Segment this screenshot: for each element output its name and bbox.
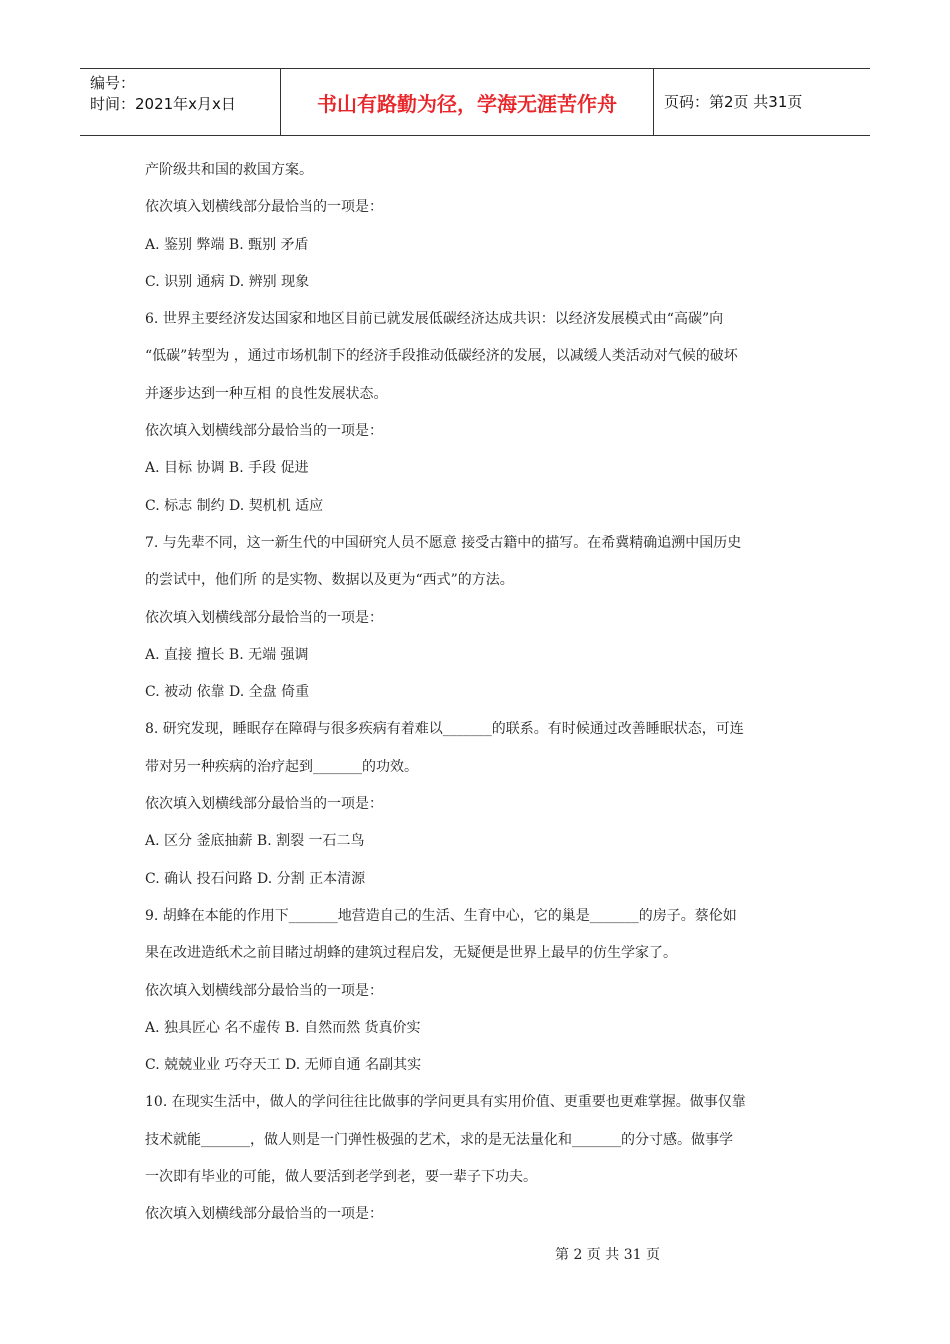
question-9-text: 9. 胡蜂在本能的作用下_______地营造自己的生活、生育中心，它的巢是_______的房子。蔡伦如 <box>145 907 737 924</box>
answer-options: C. 标志 制约 D. 契机机 适应 <box>145 497 324 514</box>
question-7-text: 7. 与先辈不同，这一新生代的中国研究人员不愿意 接受古籍中的描写。在希冀精确追溯中国历史 <box>145 534 742 551</box>
question-10-text: 一次即有毕业的可能，做人要活到老学到老，要一辈子下功夫。 <box>145 1169 537 1186</box>
question-6-text: 并逐步达到一种互相 的良性发展状态。 <box>145 385 388 402</box>
question-instruction: 依次填入划横线部分最恰当的一项是： <box>145 199 383 216</box>
question-8-text: 8. 研究发现，睡眠存在障碍与很多疾病有着难以_______的联系。有时候通过改善睡眠状态，可连 <box>145 721 744 738</box>
question-6-text: “低碳”转型为 ，通过市场机制下的经济手段推动低碳经济的发展，以减缓人类活动对气候的破坏 <box>145 348 738 365</box>
question-8-text: 带对另一种疾病的治疗起到_______的功效。 <box>145 758 418 775</box>
answer-options: A. 鉴别 弊端 B. 甄别 矛盾 <box>145 236 309 253</box>
question-instruction: 依次填入划横线部分最恰当的一项是： <box>145 982 383 999</box>
body-line: 产阶级共和国的救国方案。 <box>145 162 313 178</box>
answer-options: C. 兢兢业业 巧夺天工 D. 无师自通 名副其实 <box>145 1057 422 1074</box>
document-body <box>145 157 810 1239</box>
header-meta-cell <box>80 69 281 135</box>
answer-options: A. 目标 协调 B. 手段 促进 <box>145 460 309 477</box>
question-7-text: 的尝试中，他们所 的是实物、数据以及更为“西式”的方法。 <box>145 572 514 589</box>
question-instruction: 依次填入划横线部分最恰当的一项是： <box>145 609 383 626</box>
header-motto-cell <box>281 69 654 135</box>
header-page-info: 页码：第2页 共31页 <box>664 93 803 111</box>
question-instruction: 依次填入划横线部分最恰当的一项是： <box>145 423 383 440</box>
question-9-text: 果在改进造纸术之前目睹过胡蜂的建筑过程启发，无疑便是世界上最早的仿生学家了。 <box>145 945 677 962</box>
question-instruction: 依次填入划横线部分最恰当的一项是： <box>145 1206 383 1223</box>
page-footer: 第 2 页 共 31 页 <box>555 1247 660 1263</box>
answer-options: A. 独具匠心 名不虚传 B. 自然而然 货真价实 <box>145 1019 421 1036</box>
document-number-label: 编号： <box>90 74 136 92</box>
question-6-text: 6. 世界主要经济发达国家和地区目前已就发展低碳经济达成共识：以经济发展模式由“高碳”向 <box>145 311 724 328</box>
answer-options: A. 区分 釜底抽薪 B. 割裂 一石二鸟 <box>145 833 365 850</box>
page-header <box>80 68 870 136</box>
header-motto: 书山有路勤为径，学海无涯苦作舟 <box>317 92 617 116</box>
answer-options: C. 确认 投石问路 D. 分割 正本清源 <box>145 870 366 887</box>
answer-options: C. 被动 依靠 D. 全盘 倚重 <box>145 684 310 701</box>
answer-options: A. 直接 擅长 B. 无端 强调 <box>145 646 309 663</box>
question-10-text: 技术就能_______，做人则是一门弹性极强的艺术，求的是无法量化和_______的分寸感。做事学 <box>145 1131 733 1148</box>
document-date-label: 时间：2021年x月x日 <box>90 95 236 113</box>
question-instruction: 依次填入划横线部分最恰当的一项是： <box>145 796 383 813</box>
answer-options: C. 识别 通病 D. 辨别 现象 <box>145 273 310 290</box>
question-10-text: 10. 在现实生活中，做人的学问往往比做事的学问更具有实用价值、更重要也更难掌握。做事仅靠 <box>145 1094 746 1111</box>
